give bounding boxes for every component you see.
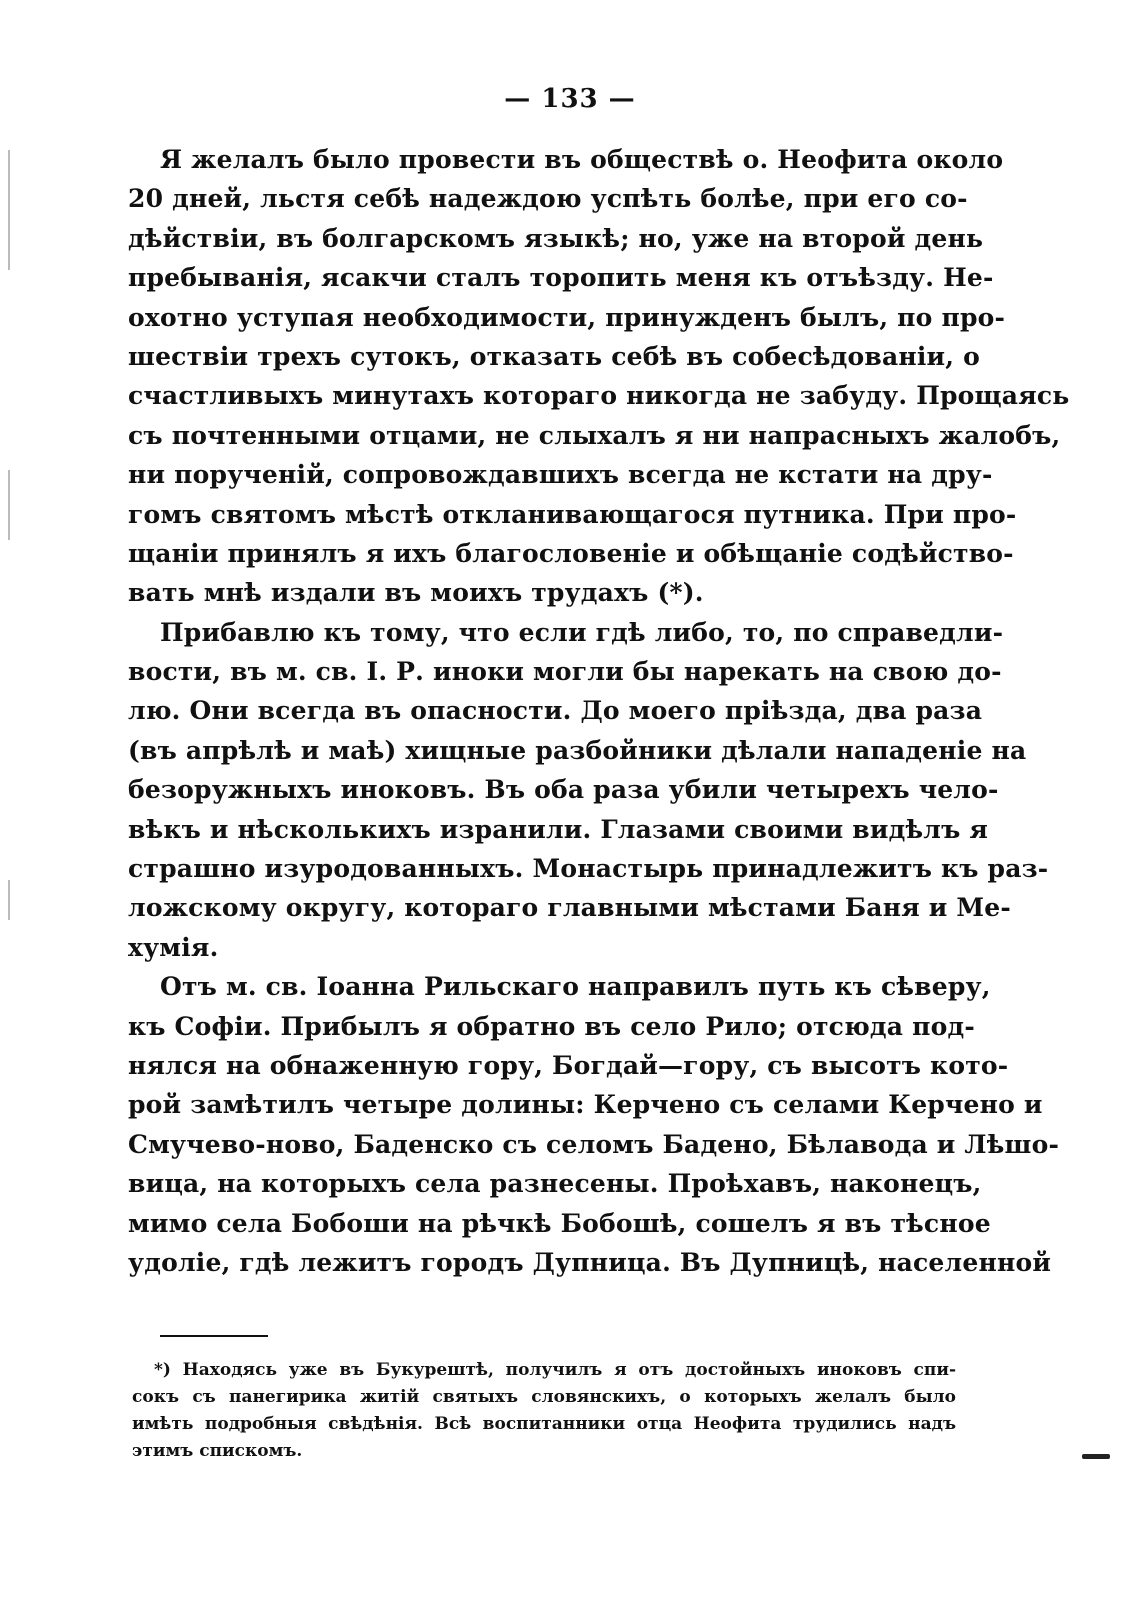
text-line: 20 дней, льстя себѣ надеждою успѣть болѣе, при его со- — [128, 184, 968, 214]
scan-edge-mark — [8, 880, 10, 920]
text-line: ложскому округу, котораго главными мѣстами Баня и Ме- — [128, 893, 1011, 923]
text-line: счастливыхъ минутахъ котораго никогда не забуду. Прощаясь — [128, 381, 1070, 411]
text-line: къ Софіи. Прибылъ я обратно въ село Рило; отсюда под- — [128, 1011, 975, 1041]
text-line: лю. Они всегда въ опасности. До моего пріѣзда, два раза — [128, 696, 983, 726]
text-line: рой замѣтилъ четыре долины: Керчено съ селами Керчено и — [128, 1090, 1043, 1120]
text-line: мимо села Бобоши на рѣчкѣ Бобошѣ, сошелъ я въ тѣсное — [128, 1208, 991, 1238]
main-text — [128, 140, 1070, 1282]
text-line: вости, въ м. св. І. Р. иноки могли бы нарекать на свою до- — [128, 657, 1002, 687]
text-line: ни порученій, сопровождавшихъ всегда не кстати на дру- — [128, 460, 993, 490]
scan-edge-mark — [8, 150, 10, 270]
text-line: шествіи трехъ сутокъ, отказать себѣ въ собесѣдованіи, о — [128, 341, 980, 371]
text-line: Я желалъ было провести въ обществѣ о. Неофита около — [160, 145, 1004, 174]
footnote-line: этимъ спискомъ. — [132, 1441, 303, 1461]
text-line: съ почтенными отцами, не слыхалъ я ни напрасныхъ жалобъ, — [128, 420, 1061, 450]
footnote-line: *) Находясь уже въ Букурештѣ, получилъ я отъ достойныхъ иноковъ спи- — [154, 1360, 956, 1380]
footnote-line: имѣть подробныя свѣдѣнія. Всѣ воспитанники отца Неофита трудились надъ — [132, 1414, 956, 1434]
scan-edge-mark — [8, 470, 10, 540]
text-line: страшно изуродованныхъ. Монастырь принадлежитъ къ раз- — [128, 854, 1049, 884]
text-line: Прибавлю къ тому, что если гдѣ либо, то, по справедли- — [160, 617, 1004, 647]
text-line: дѣйствіи, въ болгарскомъ языкѣ; но, уже на второй день — [128, 223, 984, 253]
text-line: вѣкъ и нѣсколькихъ изранили. Глазами своими видѣлъ я — [128, 814, 989, 844]
text-line: вица, на которыхъ села разнесены. Проѣхавъ, наконецъ, — [128, 1169, 982, 1199]
text-line: гомъ святомъ мѣстѣ откланивающагося путника. При про- — [128, 499, 1017, 529]
text-line: безоружныхъ иноковъ. Въ оба раза убили четырехъ чело- — [128, 775, 999, 805]
text-line: удоліе, гдѣ лежитъ городъ Дупница. Въ Дупницѣ, населенной — [128, 1247, 1052, 1277]
page-number: — 133 — — [504, 84, 636, 114]
text-line: Смучево-ново, Баденско съ селомъ Бадено, Бѣлавода и Лѣшо- — [128, 1129, 1060, 1159]
text-line: хумія. — [128, 932, 219, 962]
text-line: нялся на обнаженную гору, Богдай—гору, съ высотъ кото- — [128, 1050, 1009, 1080]
text-line: вать мнѣ издали въ моихъ трудахъ (*). — [128, 578, 704, 608]
text-line: Отъ м. св. Іоанна Рильскаго направилъ путь къ сѣверу, — [160, 972, 991, 1002]
footnote-line: сокъ съ панегирика житій святыхъ словянскихъ, о которыхъ желалъ было — [132, 1387, 956, 1407]
text-line: охотно уступая необходимости, принужденъ былъ, по про- — [128, 302, 1006, 332]
footnote-divider — [160, 1335, 268, 1337]
footnote — [132, 1357, 956, 1465]
text-line: пребыванія, ясакчи сталъ торопить меня къ отъѣзду. Не- — [128, 263, 994, 293]
text-line: щаніи принялъ я ихъ благословеніе и обѣщаніе содѣйство- — [128, 538, 1014, 568]
text-line: (въ апрѣлѣ и маѣ) хищные разбойники дѣлали нападеніе на — [128, 735, 1027, 765]
scan-edge-dash — [1082, 1454, 1110, 1459]
